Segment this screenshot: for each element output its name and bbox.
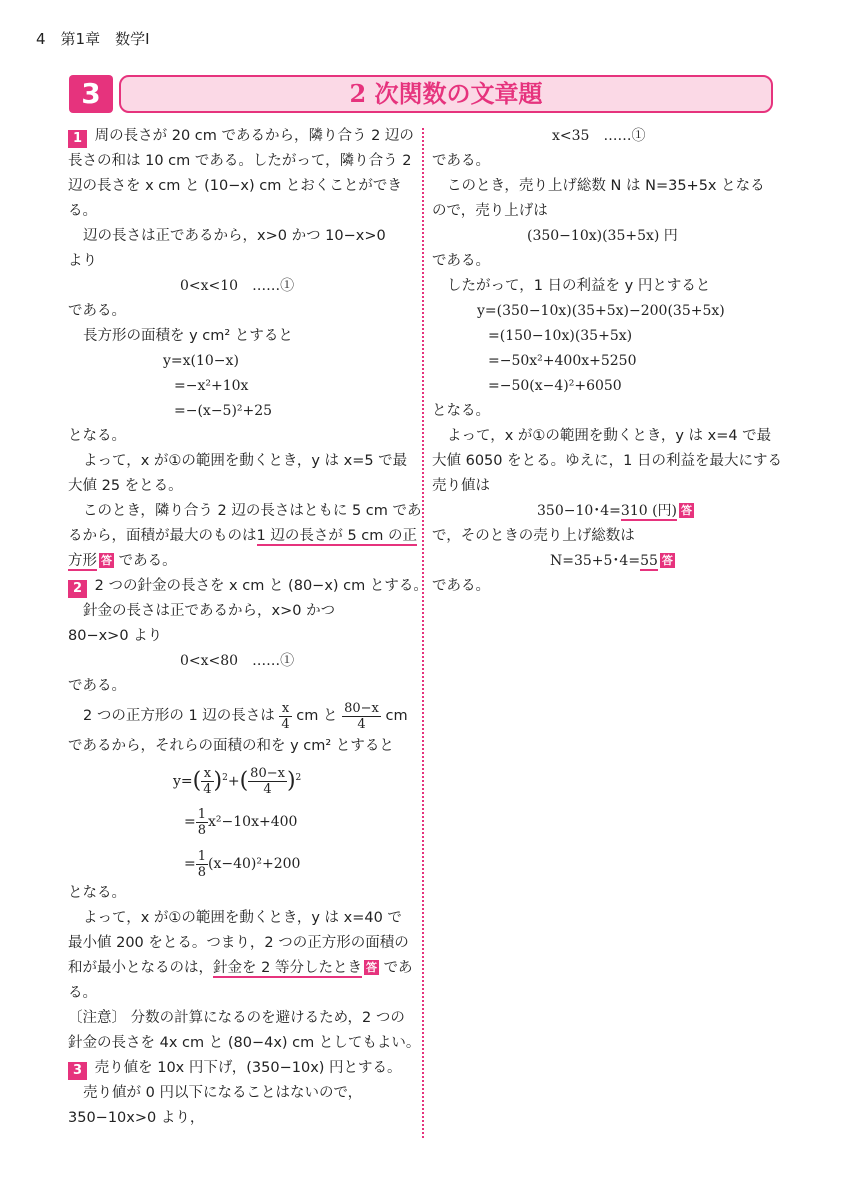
fraction bbox=[196, 807, 208, 838]
answer-underline: 針金を 2 等分したとき bbox=[213, 960, 362, 976]
math-line: x<35 ……① bbox=[552, 128, 646, 144]
answer-underline: 55 bbox=[640, 553, 658, 569]
text-line: このとき，売り上げ総数 N は N=35+5x となる bbox=[447, 178, 765, 194]
text-line: よって，x が①の範囲を動くとき，y は x=40 で bbox=[83, 910, 402, 926]
text-line: 80−x>0 より bbox=[68, 628, 163, 644]
numerator: 80−x bbox=[250, 766, 285, 782]
text-fragment: 2 つの正方形の 1 辺の長さは bbox=[83, 708, 275, 724]
text-line: より bbox=[68, 253, 97, 269]
math-fragment: = bbox=[184, 856, 196, 872]
text-fragment: cm と bbox=[296, 708, 338, 724]
numerator: 1 bbox=[197, 848, 207, 864]
denominator: 8 bbox=[197, 864, 207, 880]
math-line: =−50x²+400x+5250 bbox=[488, 353, 637, 369]
math-line: y=( $\frac{x}{4}$ )$^2$+( $\frac{80-x}{4}$ )$^2$ bbox=[173, 766, 302, 798]
section-number: 3 bbox=[69, 75, 113, 113]
problem-1-line bbox=[68, 126, 414, 148]
text-fragment: であ bbox=[383, 960, 413, 976]
math-line: =(150−10x)(35+5x) bbox=[488, 328, 633, 344]
math-fragment: + bbox=[227, 773, 240, 790]
denominator: 4 bbox=[203, 782, 212, 798]
text-line: よって，x が①の範囲を動くとき，y は x=5 で最 bbox=[83, 453, 408, 469]
numerator: x bbox=[279, 701, 291, 717]
denominator: 4 bbox=[357, 716, 366, 732]
text-line: したがって，1 日の利益を y 円とすると bbox=[447, 278, 711, 294]
problem-2-line bbox=[68, 576, 428, 598]
text-line: このとき，隣り合う 2 辺の長さはともに 5 cm であ bbox=[83, 503, 422, 519]
math-line bbox=[184, 846, 300, 882]
math-fragment: y= bbox=[173, 773, 193, 790]
numerator: 1 bbox=[197, 806, 207, 822]
text-line: となる。 bbox=[68, 428, 126, 444]
math-fragment: (x−40)²+200 bbox=[208, 856, 301, 872]
text-line: 売り値が 0 円以下になることはないので， bbox=[83, 1085, 363, 1101]
text-line: である。 bbox=[432, 578, 490, 594]
numerator: 80−x bbox=[344, 700, 379, 716]
problem-number: 2 bbox=[68, 580, 87, 598]
note-line: 〔注意〕 分数の計算になるのを避けるため，2 つの bbox=[68, 1010, 405, 1026]
fraction bbox=[342, 701, 381, 732]
text-line bbox=[83, 699, 408, 733]
column-divider bbox=[422, 128, 424, 1138]
answer-underline: 1 辺の長さが 5 cm の正 bbox=[256, 528, 417, 544]
text-line: ので，売り上げは bbox=[432, 203, 548, 219]
text-fragment: 和が最小となるのは， bbox=[68, 960, 213, 976]
math-line: y=(350−10x)(35+5x)−200(35+5x) bbox=[477, 303, 725, 319]
text-line: となる。 bbox=[68, 885, 126, 901]
text-line: 辺の長さを x cm と (10−x) cm とおくことができ bbox=[68, 178, 402, 194]
math-fragment: x²−10x+400 bbox=[208, 814, 298, 830]
text-line: 最小値 200 をとる。つまり，2 つの正方形の面積の bbox=[68, 935, 409, 951]
text-line: る。 bbox=[68, 985, 97, 1001]
text-fragment: るから，面積が最大のものは bbox=[68, 528, 257, 544]
math-line: 0<x<80 ……① bbox=[180, 653, 295, 669]
fraction bbox=[201, 766, 213, 797]
text-line: 長さの和は 10 cm である。したがって，隣り合う 2 bbox=[68, 153, 412, 169]
text-line: 大値 6050 をとる。ゆえに，1 日の利益を最大にする bbox=[432, 453, 782, 469]
fraction bbox=[248, 766, 287, 797]
math-line: (350−10x)(35+5x) 円 bbox=[527, 228, 678, 244]
text-line: 周の長さが 20 cm であるから，隣り合う 2 辺の bbox=[94, 128, 414, 144]
text-line: である。 bbox=[68, 678, 126, 694]
text-line: である。 bbox=[432, 253, 490, 269]
math-line: y=x(10−x) bbox=[163, 353, 239, 369]
running-head: 4 第1章 数学Ⅰ bbox=[36, 30, 150, 48]
text-fragment: cm bbox=[385, 708, 408, 724]
text-line bbox=[68, 958, 413, 978]
section-title: 2 次関数の文章題 bbox=[119, 75, 773, 113]
answer-underline: 方形 bbox=[68, 553, 97, 569]
text-line: 辺の長さは正であるから，x>0 かつ 10−x>0 bbox=[83, 228, 386, 244]
denominator: 4 bbox=[281, 716, 290, 732]
text-line: である。 bbox=[432, 153, 490, 169]
text-line: 350−10x>0 より， bbox=[68, 1110, 205, 1126]
section-title-bar bbox=[69, 75, 773, 113]
problem-3-line bbox=[68, 1058, 402, 1080]
text-line: 2 つの針金の長さを x cm と (80−x) cm とする。 bbox=[94, 578, 428, 594]
text-line bbox=[68, 526, 417, 546]
math-line: =−50(x−4)²+6050 bbox=[488, 378, 622, 394]
math-line: 0<x<10 ……① bbox=[180, 278, 295, 294]
answer-mark: 答 bbox=[101, 554, 112, 567]
math-line bbox=[537, 501, 694, 521]
math-line: =−x²+10x bbox=[174, 378, 249, 394]
text-line: 売り値を 10x 円下げ，(350−10x) 円とする。 bbox=[94, 1060, 402, 1076]
denominator: 8 bbox=[197, 822, 207, 838]
text-line: であるから，それらの面積の和を y cm² とすると bbox=[68, 738, 394, 754]
math-line: =−(x−5)²+25 bbox=[174, 403, 273, 419]
math-fragment: N=35+5･4= bbox=[550, 553, 641, 569]
text-line: る。 bbox=[68, 203, 97, 219]
answer-mark: 答 bbox=[661, 554, 673, 567]
answer-underline: 310 (円) bbox=[620, 503, 678, 519]
text-line: 売り値は bbox=[432, 478, 490, 494]
answer-mark: 答 bbox=[681, 504, 693, 517]
text-line: よって，x が①の範囲を動くとき，y は x=4 で最 bbox=[447, 428, 772, 444]
text-fragment: である。 bbox=[118, 553, 177, 569]
math-line bbox=[184, 804, 297, 840]
text-line: で，そのときの売り上げ総数は bbox=[432, 528, 635, 544]
math-fragment: = bbox=[184, 814, 196, 830]
answer-mark: 答 bbox=[365, 961, 377, 974]
text-line: 長方形の面積を y cm² とすると bbox=[83, 328, 293, 344]
text-line: 大値 25 をとる。 bbox=[68, 478, 183, 494]
problem-number: 3 bbox=[68, 1062, 87, 1080]
numerator: x bbox=[201, 766, 213, 782]
problem-number: 1 bbox=[68, 130, 87, 148]
math-line bbox=[550, 551, 675, 571]
denominator: 4 bbox=[263, 782, 272, 798]
text-line bbox=[68, 551, 177, 571]
math-fragment: 350−10･4= bbox=[537, 503, 621, 519]
text-line: 針金の長さは正であるから，x>0 かつ bbox=[83, 603, 336, 619]
fraction bbox=[196, 849, 208, 880]
fraction bbox=[279, 701, 291, 732]
note-line: 針金の長さを 4x cm と (80−4x) cm としてもよい。 bbox=[68, 1035, 421, 1051]
text-line: となる。 bbox=[432, 403, 490, 419]
text-line: である。 bbox=[68, 303, 126, 319]
